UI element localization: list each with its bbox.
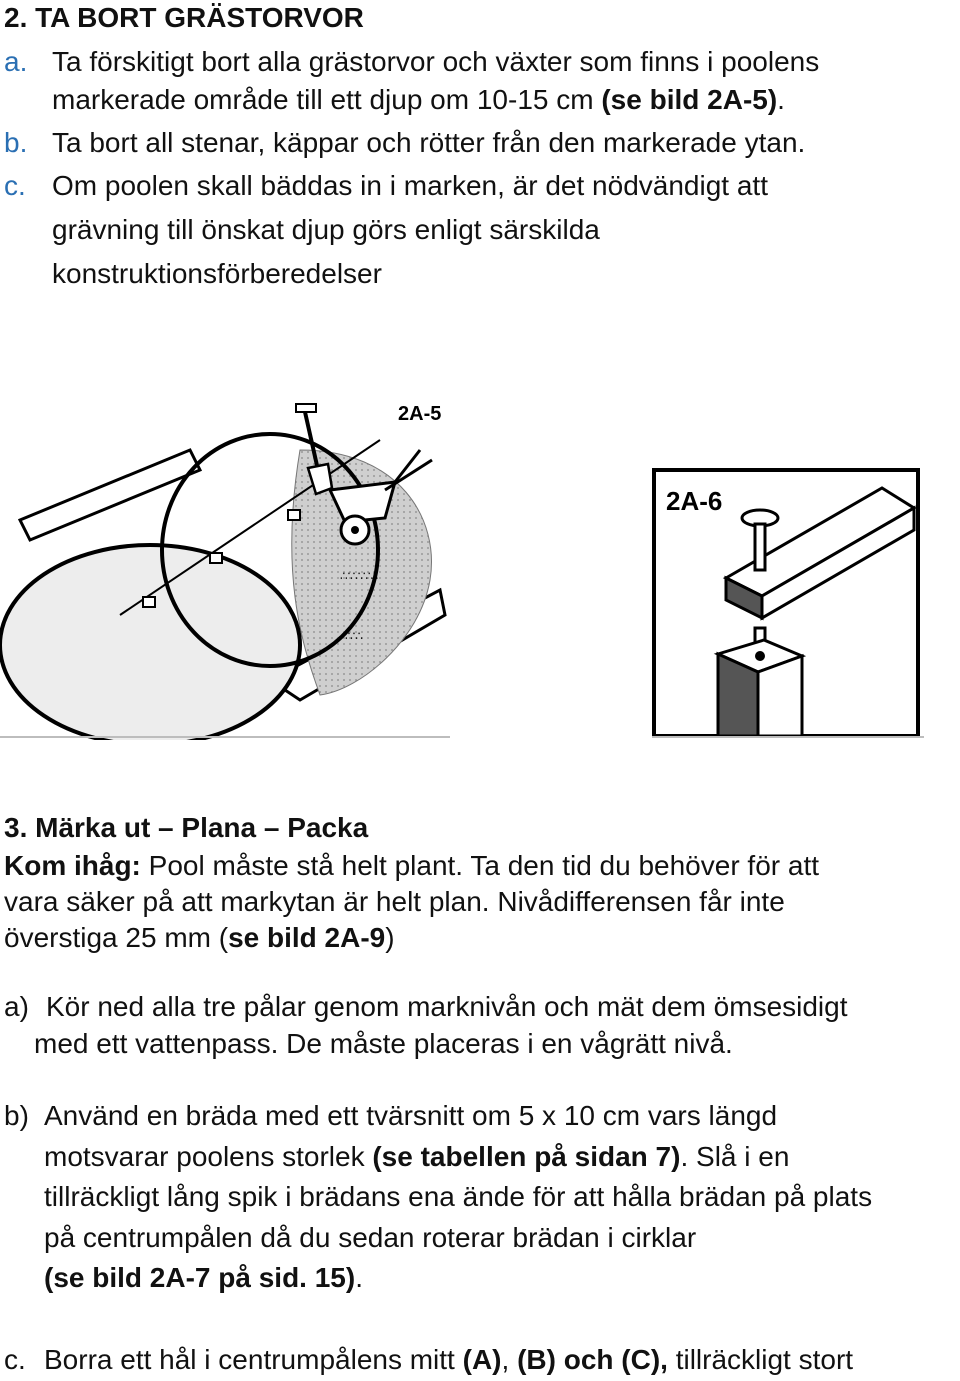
section-3b-line-3: tillräckligt lång spik i brädans ena ände för att hålla brädan på plats [44, 1181, 873, 1212]
stake [143, 597, 155, 607]
stake [210, 553, 222, 563]
section-3b-line-1: Använd en bräda med ett tvärsnitt om 5 x 10 cm vars längd [44, 1100, 778, 1131]
section-3c-line-1: Borra ett hål i centrumpålens mitt (A), (B) och (C), tillräckligt stort [44, 1344, 854, 1375]
stake [288, 510, 300, 520]
section-2a-line-2: markerade område till ett djup om 10-15 cm (se bild 2A-5). [52, 84, 785, 115]
remember-label: Kom ihåg: [4, 850, 141, 881]
figure-2a-5 [0, 390, 450, 740]
list-marker-a: a) [4, 991, 29, 1022]
section-2-heading: 2. TA BORT GRÄSTORVOR [4, 2, 364, 33]
section-2c-line-3: konstruktionsförberedelser [52, 258, 382, 289]
list-marker-c: c. [4, 170, 26, 201]
section-3b-line-2: motsvarar poolens storlek (se tabellen på sidan 7). Slå i en [44, 1141, 790, 1172]
section-3-line-2: vara säker på att markytan är helt plan. Nivådifferensen får inte [4, 886, 785, 917]
svg-text:∴∵∴∵∴: ∴∵∴∵∴ [340, 569, 379, 583]
section-3-line-3: överstiga 25 mm (se bild 2A-9) [4, 922, 395, 953]
section-3-line-1: Kom ihåg: Pool måste stå helt plant. Ta den tid du behöver för att [4, 850, 820, 881]
section-2c-line-1: Om poolen skall bäddas in i marken, är det nödvändigt att [52, 170, 768, 201]
svg-text:∴∵∴: ∴∵∴ [340, 629, 363, 643]
divider [652, 736, 924, 738]
section-3b-line-4: på centrumpålen då du sedan roterar brädan i cirklar [44, 1222, 697, 1253]
list-marker-c: c. [4, 1344, 26, 1375]
figure-reference: (se bild 2A-7 på sid. 15) [44, 1262, 356, 1293]
section-3b-line-5: (se bild 2A-7 på sid. 15). [44, 1262, 363, 1293]
section-3a-line-2: med ett vattenpass. De måste placeras i en vågrätt nivå. [34, 1028, 733, 1059]
section-3-heading: 3. Märka ut – Plana – Packa [4, 812, 369, 843]
section-2c-line-2: grävning till önskat djup görs enligt särskilda [52, 214, 600, 245]
list-marker-b: b) [4, 1100, 29, 1131]
figure-reference: se bild 2A-9 [228, 922, 386, 953]
section-3a-line-1: Kör ned alla tre pålar genom marknivån och mät dem ömsesidigt [46, 991, 848, 1022]
post-icon [718, 640, 802, 736]
figure-2a-6-label: 2A-6 [666, 486, 723, 516]
pool-outline-large [0, 545, 300, 740]
list-marker-b: b. [4, 127, 28, 158]
figure-2a-6 [652, 468, 924, 740]
list-marker-a: a. [4, 46, 28, 77]
figure-2a-5-label: 2A-5 [398, 403, 442, 425]
section-2a-line-1: Ta förskitigt bort alla grästorvor och växter som finns i poolens [52, 46, 820, 77]
section-2b-line-1: Ta bort all stenar, käppar och rötter från den markerade ytan. [52, 127, 806, 158]
table-reference: (se tabellen på sidan 7) [372, 1141, 681, 1172]
figure-reference: (se bild 2A-5) [601, 84, 778, 115]
